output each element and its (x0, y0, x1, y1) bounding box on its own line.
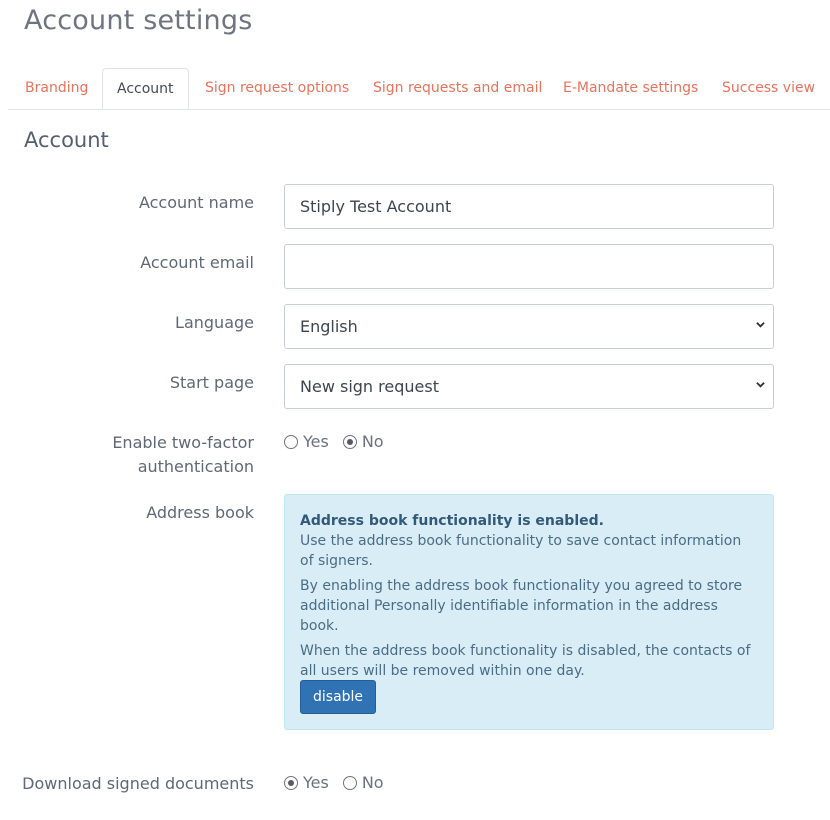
two-factor-no-label: No (361, 432, 384, 451)
chevron-down-icon (756, 320, 765, 329)
download-signed-yes-option[interactable] (284, 773, 329, 792)
start-page-select[interactable] (284, 364, 774, 409)
address-book-label: Address book (146, 503, 254, 522)
account-email-label: Account email (140, 253, 254, 272)
download-signed-yes-label: Yes (303, 773, 329, 792)
start-page-value: New sign request (300, 377, 439, 396)
language-label: Language (175, 313, 254, 332)
two-factor-label-line1: Enable two-factor (112, 433, 254, 452)
download-signed-no-radio[interactable] (343, 776, 357, 790)
tab-sign-requests-and-email[interactable]: Sign requests and email (373, 80, 543, 96)
two-factor-label (112, 431, 254, 479)
download-signed-yes-radio[interactable] (284, 776, 298, 790)
tab-account[interactable]: Account (102, 68, 189, 109)
address-book-text-2: By enabling the address book functionality you agreed to store additional Personally identifiable information in the address book. (300, 578, 743, 634)
account-email-input[interactable] (284, 244, 774, 289)
page-title: Account settings (24, 5, 253, 36)
language-select[interactable] (284, 304, 774, 349)
address-book-info-box (284, 494, 774, 730)
two-factor-radio-group (284, 432, 398, 451)
section-title: Account (24, 128, 109, 152)
two-factor-no-radio[interactable] (343, 435, 357, 449)
two-factor-yes-option[interactable] (284, 432, 329, 451)
tab-success-view[interactable]: Success view (722, 80, 816, 96)
download-signed-radio-group (284, 773, 398, 792)
address-book-text-3: When the address book functionality is disabled, the contacts of all users will be removed within one day. (300, 643, 751, 679)
tab-bar (8, 68, 830, 110)
download-signed-no-label: No (361, 773, 384, 792)
account-name-label: Account name (138, 193, 254, 212)
two-factor-label-line2: authentication (137, 457, 254, 476)
chevron-down-icon (756, 380, 765, 389)
language-value: English (300, 317, 358, 336)
download-signed-no-option[interactable] (343, 773, 384, 792)
account-name-input[interactable]: Stiply Test Account (284, 184, 774, 229)
two-factor-yes-label: Yes (303, 432, 329, 451)
disable-button[interactable]: disable (300, 680, 376, 714)
start-page-label: Start page (169, 373, 254, 392)
address-book-heading: Address book functionality is enabled. (300, 513, 604, 529)
address-book-text-1: Use the address book functionality to save contact information of signers. (300, 533, 742, 569)
tab-e-mandate-settings[interactable]: E-Mandate settings (563, 80, 699, 96)
two-factor-no-option[interactable] (343, 432, 384, 451)
tab-sign-request-options[interactable]: Sign request options (205, 80, 350, 96)
two-factor-yes-radio[interactable] (284, 435, 298, 449)
tab-branding[interactable]: Branding (25, 80, 89, 96)
download-signed-label: Download signed documents (22, 774, 254, 793)
